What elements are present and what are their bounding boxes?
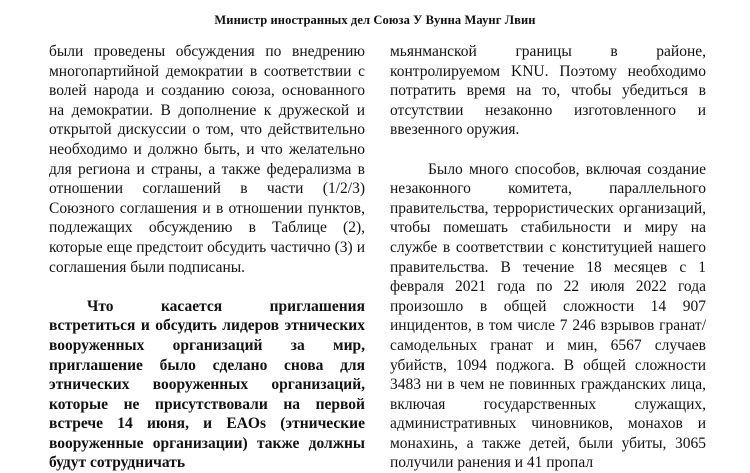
page-header: Министр иностранных дел Союза У Вунна Маунг Лвин: [214, 13, 536, 27]
paragraph-spacer: [390, 140, 706, 160]
left-column: [49, 42, 365, 473]
right-paragraph-1: мьянманской границы в районе, контролируемом KNU. Поэтому необходимо потратить время на то, чтобы убедиться в отсутствии незаконно изготовленного и ввезенного оружия.: [390, 43, 706, 139]
right-paragraph-2: Было много способов, включая создание незаконного комитета, параллельного правительства, террористических организаций, чтобы помешать стабильности и миру на службе в соответствии с конституцией нашего правительства. В течение 18 месяцев с 1 февраля 2021 года по 22 июля 2022 года произошло в общей сложности 14 907 инцидентов, в том числе 7 246 взрывов гранат/самодельных гранат и мин, 6567 случаев убийств, 1094 поджога. В общей сложности 3483 ни в чем не повинных гражданских лица, включая государственных служащих, административных чиновников, монахов и монахинь, а также детей, были убиты, 3065 получили ранения и 41 пропал: [390, 160, 706, 472]
left-paragraph-2: Что касается приглашения встретиться и обсудить лидеров этнических вооруженных организаций за мир, приглашение было сделано снова для этнических вооруженных организаций, которые не присутствовали на первой встрече 14 июня, и EAOs (этнические вооруженные организации) также должны будут сотрудничать: [49, 297, 365, 472]
paragraph-spacer: [49, 277, 365, 297]
right-column: [390, 42, 706, 473]
left-paragraph-1: были проведены обсуждения по внедрению многопартийной демократии в соответствии с волей народа и созданию союза, основанного на демократии. В дополнение к дружеской и открытой дискуссии о том, что действительно необходимо и должно быть, и что желательно для региона и страны, а также федерализма в отношении соглашений в части (1/2/3) Союзного соглашения и в отношении пунктов, подлежащих обсуждению в Таблице (2), которые еще предстоит обсудить частично (3) и соглашения были подписаны.: [49, 43, 365, 276]
